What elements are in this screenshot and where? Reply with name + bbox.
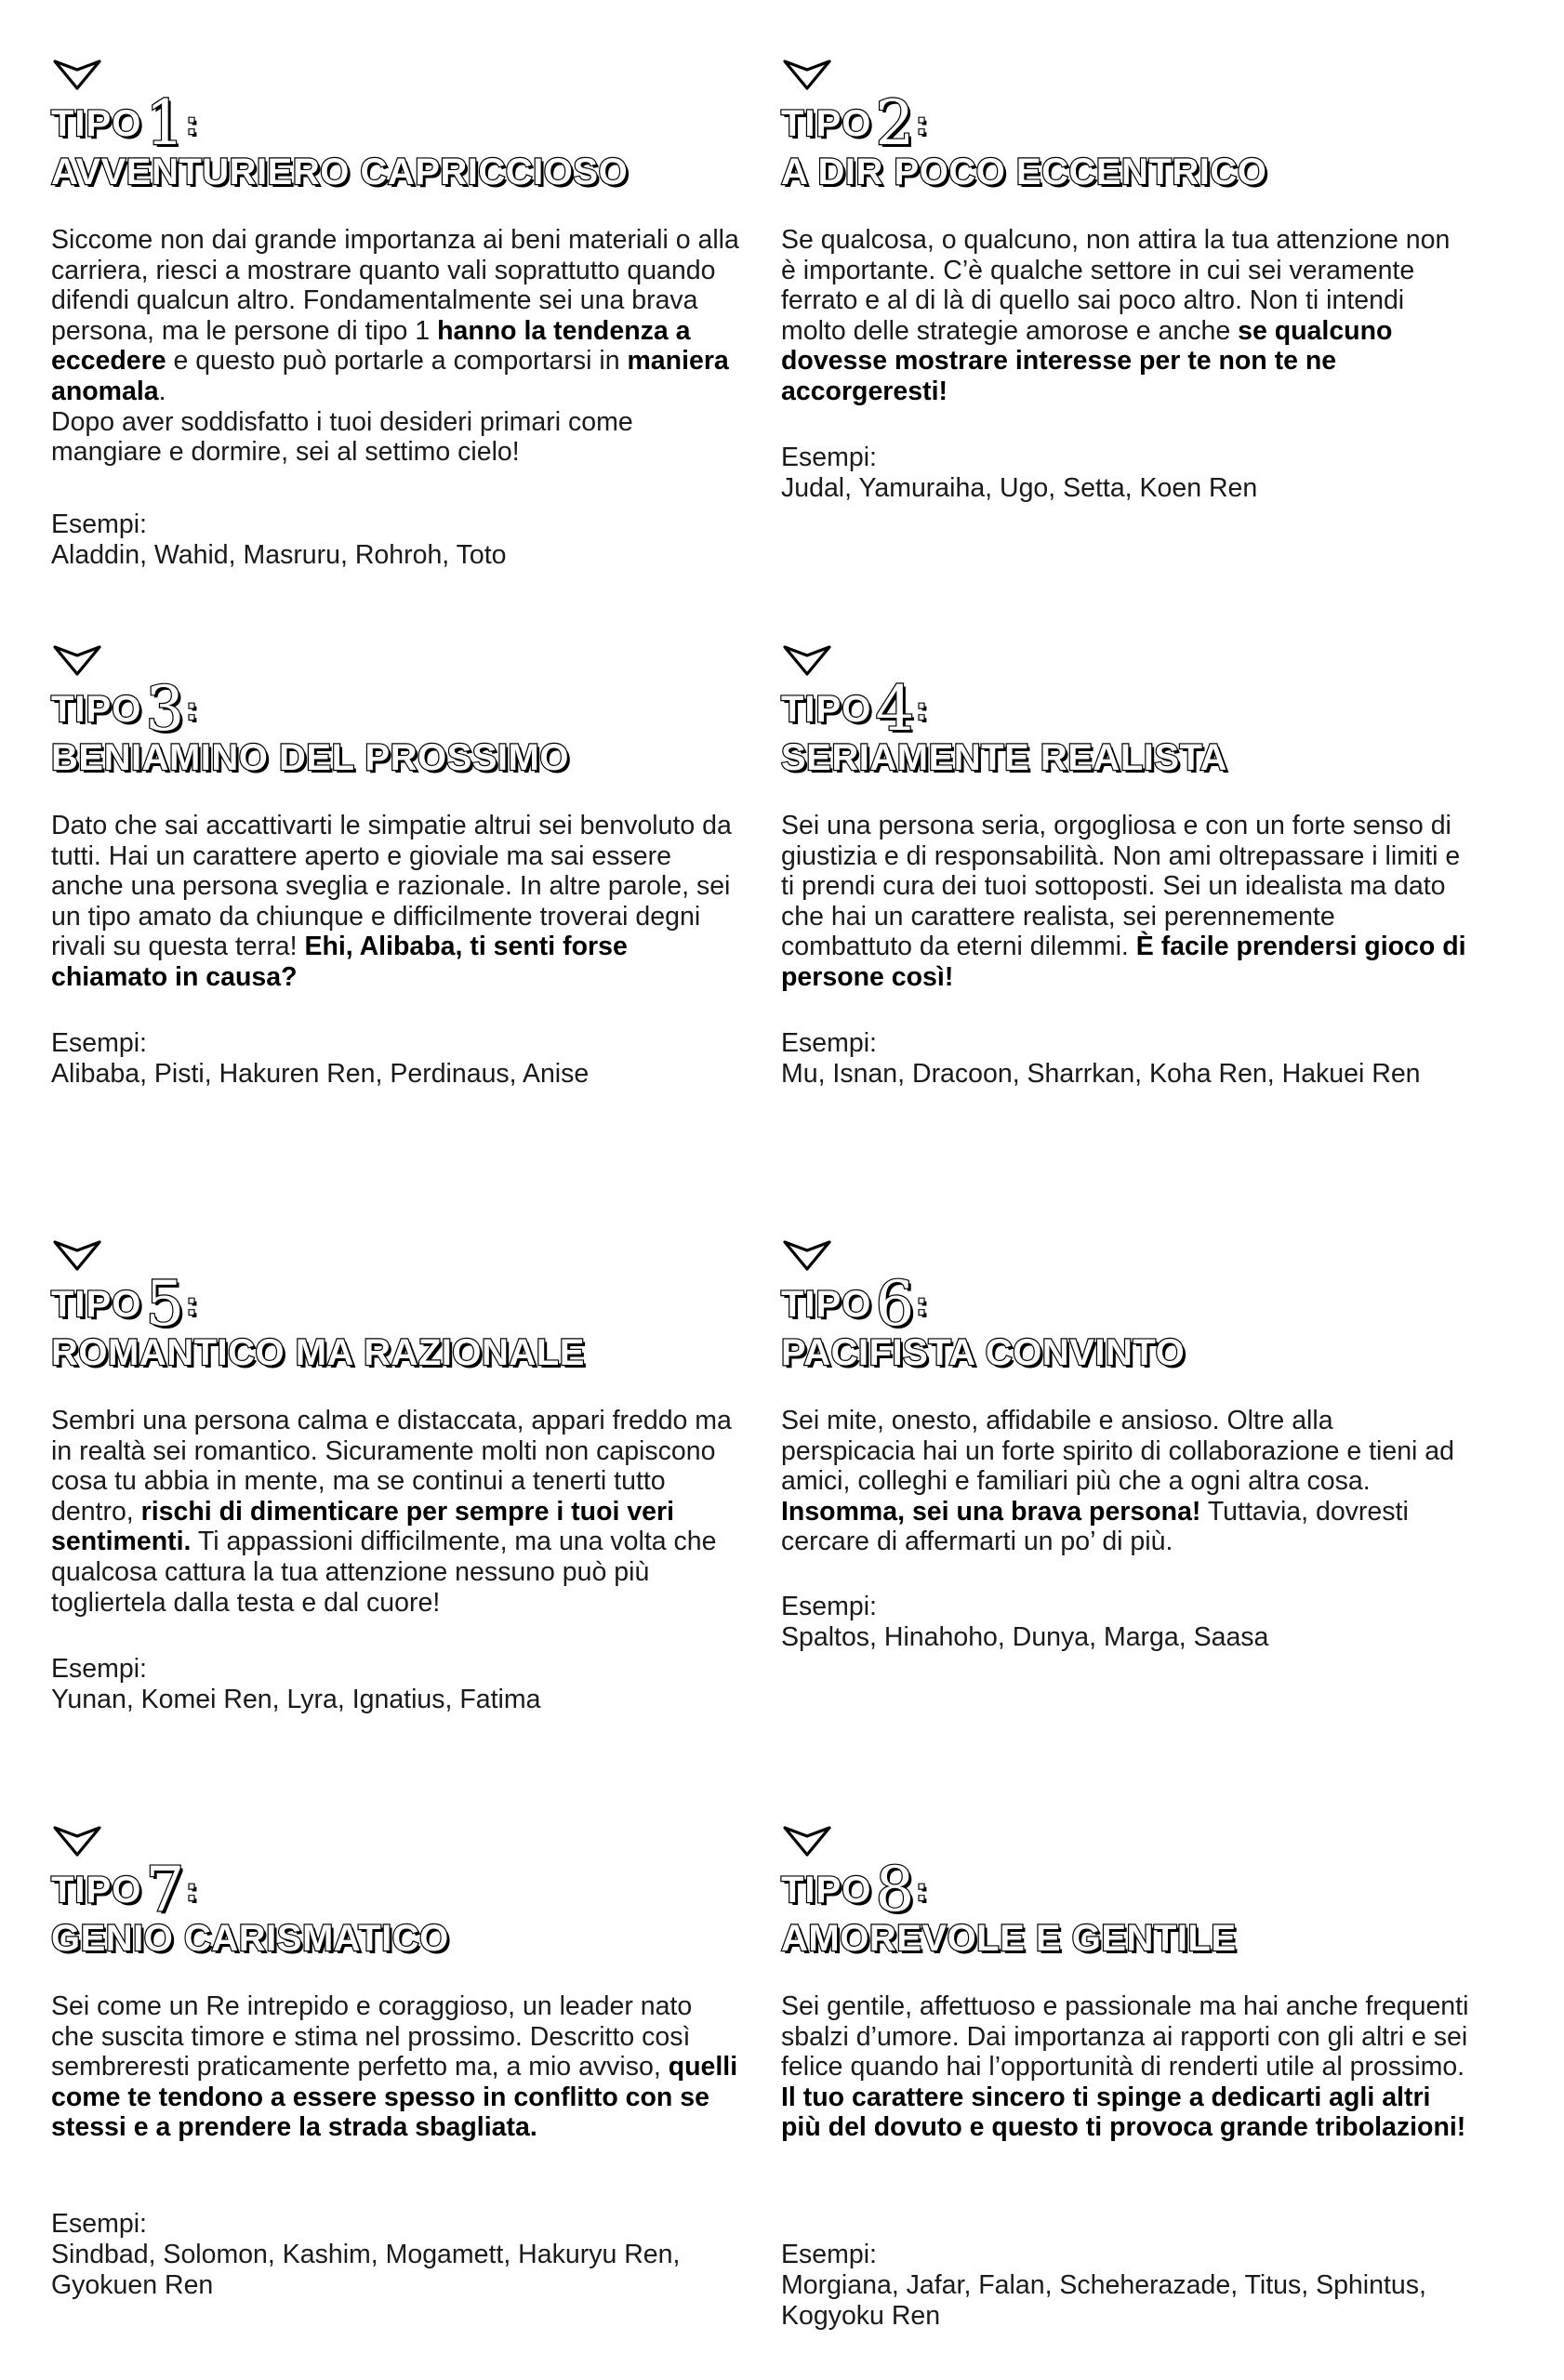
type-number: 1	[145, 87, 185, 159]
type-number: 3	[145, 673, 185, 745]
type-subtitle: AVVENTURIERO CAPRICCIOSO	[51, 152, 629, 192]
type-number: 8	[875, 1854, 915, 1925]
type-description	[781, 811, 1469, 993]
examples-list: Mu, Isnan, Dracoon, Sharrkan, Koha Ren, Hakuei Ren	[781, 1059, 1421, 1089]
examples-label: Esempi:	[781, 1028, 877, 1058]
emphasis-text: maniera anomala	[51, 346, 729, 406]
type-subtitle: ROMANTICO MA RAZIONALE	[51, 1332, 585, 1373]
v-mark-icon	[53, 1826, 101, 1858]
v-mark-icon	[53, 60, 101, 91]
tipo-label: TIPO	[51, 103, 142, 144]
type-title: TIPO1: AVVENTURIERO CAPRICCIOSO	[51, 87, 629, 192]
type-title: TIPO2: A DIR POCO ECCENTRICO	[781, 87, 1267, 192]
emphasis-text: È facile prendersi gioco di persone così!	[781, 932, 1466, 992]
type-number: 5	[145, 1268, 185, 1340]
type-number: 4	[875, 673, 915, 745]
description-text: Siccome non dai grande importanza ai beni materiali o alla carriera, riesci a mostrare quanto vali soprattutto quando difendi qualcun altro. Fondamentalmente sei una brava persona, ma le persone di tipo 1	[51, 225, 739, 346]
v-mark-icon	[783, 60, 831, 91]
type-subtitle: SERIAMENTE REALISTA	[781, 737, 1227, 778]
description-text: Dato che sai accattivarti le simpatie altrui sei benvoluto da tutti. Hai un carattere aperto e gioviale ma sai essere anche una persona sveglia e razionale. In altre parole, sei un tipo amato da chiunque e difficilmente troverai degni rivali su questa terra!	[51, 811, 732, 962]
emphasis-text: se qualcuno dovesse mostrare interesse per te non te ne accorgeresti!	[781, 315, 1393, 406]
tipo-label: TIPO	[781, 1870, 872, 1911]
examples-label: Esempi:	[781, 2240, 877, 2269]
v-mark-icon	[53, 1240, 101, 1272]
emphasis-text: hanno la tendenza a eccedere	[51, 315, 691, 377]
description-text: Se qualcosa, o qualcuno, non attira la tua attenzione non è importante. C’è qualche settore in cui sei veramente ferrato e al di là di quello sai poco altro. Non ti intendi molto delle strategie amorose e anche	[781, 225, 1451, 346]
v-mark-icon	[783, 645, 831, 677]
description-text: Tuttavia, dovresti cercare di affermarti un po’ di più.	[781, 1496, 1409, 1557]
tipo-label: TIPO	[781, 1284, 872, 1325]
description-text: Sei mite, onesto, affidabile e ansioso. Oltre alla perspicacia hai un forte spirito di collaborazione e tieni ad amici, colleghi e familiari più che a ogni altra cosa.	[781, 1406, 1455, 1497]
description-text: Ti appassioni difficilmente, ma una volta che qualcosa cattura la tua attenzione nessuno può più togliertela dalla testa e dal cuore!	[51, 1527, 717, 1618]
type-subtitle: AMOREVOLE E GENTILE	[781, 1918, 1237, 1959]
description-text: Sei gentile, affettuoso e passionale ma hai anche frequenti sbalzi d’umore. Dai importanza ai rapporti con gli altri e sei felice quando hai l’opportunità di renderti utile al prossimo.	[781, 1991, 1469, 2082]
emphasis-text: Il tuo carattere sincero ti spinge a dedicarti agli altri più del dovuto e questo ti provoca grande tribolazioni!	[781, 2082, 1466, 2143]
type-subtitle: PACIFISTA CONVINTO	[781, 1332, 1186, 1373]
examples-list: Morgiana, Jafar, Falan, Scheherazade, Titus, Sphintus, Kogyoku Ren	[781, 2270, 1426, 2331]
type-number: 2	[875, 87, 915, 159]
type-description	[51, 811, 739, 993]
type-description	[781, 225, 1469, 407]
emphasis-text: Insomma, sei una brava persona!	[781, 1496, 1201, 1527]
examples-label: Esempi:	[781, 1592, 877, 1621]
examples-label: Esempi:	[781, 443, 877, 472]
emphasis-text: quelli come te tendono a essere spesso in conflitto con se stessi e a prendere la strada sbagliata.	[51, 2052, 738, 2143]
type-number: 7	[145, 1854, 185, 1925]
examples-list: Alibaba, Pisti, Hakuren Ren, Perdinaus, Anise	[51, 1059, 590, 1089]
examples-label: Esempi:	[51, 2209, 147, 2239]
type-title: TIPO6: PACIFISTA CONVINTO	[781, 1268, 1186, 1373]
tipo-label: TIPO	[51, 1870, 142, 1911]
examples-list: Spaltos, Hinahoho, Dunya, Marga, Saasa	[781, 1622, 1269, 1652]
type-description	[781, 1406, 1469, 1557]
tipo-label: TIPO	[781, 103, 872, 144]
examples-list: Yunan, Komei Ren, Lyra, Ignatius, Fatima	[51, 1685, 541, 1714]
examples-list: Aladdin, Wahid, Masruru, Rohroh, Toto	[51, 540, 507, 570]
type-description	[51, 225, 739, 468]
examples-label: Esempi:	[51, 509, 147, 539]
type-subtitle: BENIAMINO DEL PROSSIMO	[51, 737, 569, 778]
description-text: . Dopo aver soddisfatto i tuoi desideri primari come mangiare e dormire, sei al settimo cielo!	[51, 376, 633, 468]
type-number: 6	[875, 1268, 915, 1340]
examples-label: Esempi:	[51, 1028, 147, 1058]
type-title: TIPO5: ROMANTICO MA RAZIONALE	[51, 1268, 585, 1373]
type-title: TIPO8: AMOREVOLE E GENTILE	[781, 1854, 1237, 1959]
v-mark-icon	[783, 1240, 831, 1272]
tipo-label: TIPO	[51, 689, 142, 730]
type-description	[51, 1991, 739, 2143]
description-text: Sembri una persona calma e distaccata, appari freddo ma in realtà sei romantico. Sicuramente molti non capiscono cosa tu abbia in mente, ma se continui a tenerti tutto dentro,	[51, 1406, 732, 1527]
emphasis-text: Ehi, Alibaba, ti senti forse chiamato in causa?	[51, 932, 628, 992]
type-title: TIPO4: SERIAMENTE REALISTA	[781, 673, 1227, 778]
description-text: Sei una persona seria, orgogliosa e con un forte senso di giustizia e di responsabilità. Non ami oltrepassare i limiti e ti prendi cura dei tuoi sottoposti. Sei un idealista ma dato che hai un carattere realista, sei perennemente combattuto da eterni dilemmi.	[781, 811, 1461, 962]
v-mark-icon	[783, 1826, 831, 1858]
v-mark-icon	[53, 645, 101, 677]
description-text: Sei come un Re intrepido e coraggioso, un leader nato che suscita timore e stima nel prossimo. Descritto così sembreresti praticamente perfetto ma, a mio avviso,	[51, 1991, 693, 2082]
type-description	[781, 1991, 1469, 2143]
type-title: TIPO7: GENIO CARISMATICO	[51, 1854, 449, 1959]
type-description	[51, 1406, 739, 1618]
emphasis-text: rischi di dimenticare per sempre i tuoi veri sentimenti.	[51, 1496, 675, 1557]
description-text: e questo può portarle a comportarsi in	[166, 346, 628, 377]
tipo-label: TIPO	[51, 1284, 142, 1325]
examples-list: Judal, Yamuraiha, Ugo, Setta, Koen Ren	[781, 473, 1258, 503]
type-title: TIPO3: BENIAMINO DEL PROSSIMO	[51, 673, 569, 778]
tipo-label: TIPO	[781, 689, 872, 730]
type-subtitle: GENIO CARISMATICO	[51, 1918, 449, 1959]
examples-label: Esempi:	[51, 1654, 147, 1684]
type-subtitle: A DIR POCO ECCENTRICO	[781, 152, 1267, 192]
examples-list: Sindbad, Solomon, Kashim, Mogamett, Hakuryu Ren, Gyokuen Ren	[51, 2240, 681, 2300]
